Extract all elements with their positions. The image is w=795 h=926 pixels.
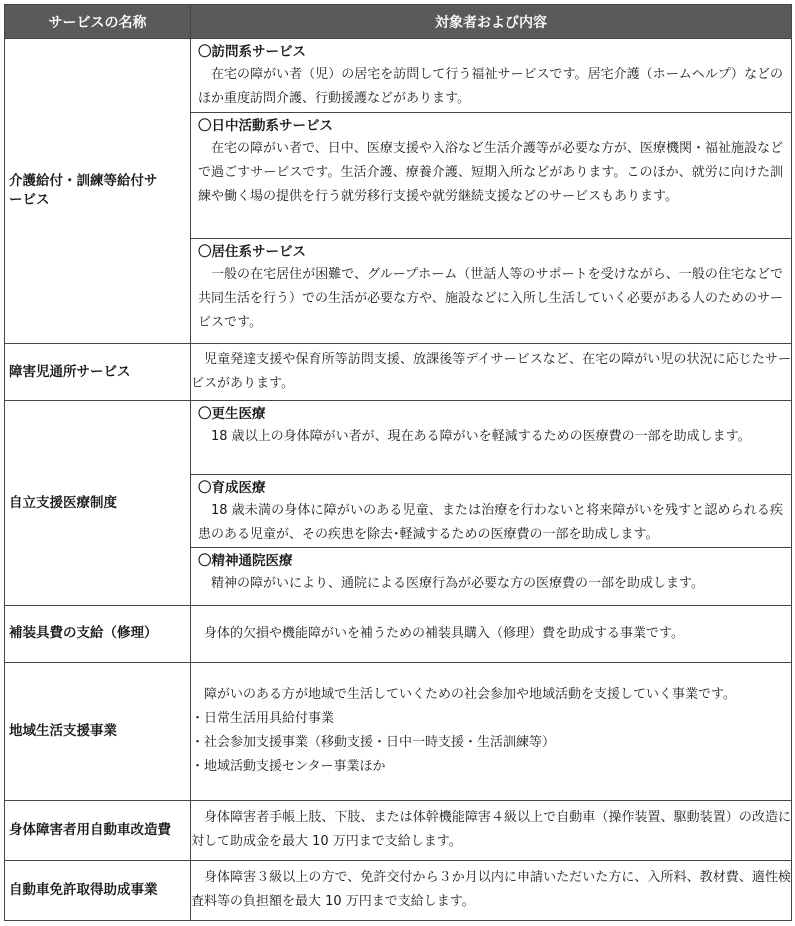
content-section xyxy=(191,112,791,238)
section-title: 〇精神通院医療 xyxy=(198,553,293,570)
service-content: 児童発達支援や保育所等訪問支援、放課後等デイサービスなど、在宅の障がい児の状況に応じたサービスがあります。 xyxy=(191,344,792,401)
content-section xyxy=(191,238,791,337)
table-row xyxy=(5,39,792,344)
content-section xyxy=(191,547,791,598)
service-content-text: 障がいのある方が地域で生活していくための社会参加や地域活動を支援していく事業です。 xyxy=(204,687,736,703)
list-item: ・地域活動支援センター事業ほか xyxy=(191,759,386,775)
section-body: 18 歳未満の身体に障がいのある児童、または治療を行わないと将来障がいを残すと認められる疾患のある児童が、その疾患を除去･軽減するための医療費の一部を助成します。 xyxy=(198,503,783,543)
service-name: 補装具費の支給（修理） xyxy=(5,605,191,662)
header-target-content: 対象者および内容 xyxy=(191,5,792,39)
service-name: 地域生活支援事業 xyxy=(5,662,191,800)
service-name: 自動車免許取得助成事業 xyxy=(5,860,191,920)
service-name xyxy=(5,39,191,344)
service-name: 身体障害者用自動車改造費 xyxy=(5,800,191,860)
table-row xyxy=(5,662,792,800)
service-content xyxy=(191,39,792,344)
header-service-name: サービスの名称 xyxy=(5,5,191,39)
service-content xyxy=(191,401,792,605)
table-row xyxy=(5,344,792,401)
service-content: 身体障害者手帳上肢、下肢、または体幹機能障害４級以上で自動車（操作装置、駆動装置）の改造に対して助成金を最大 10 万円まで支給します。 xyxy=(191,800,792,860)
service-name: 自立支援医療制度 xyxy=(5,401,191,605)
section-title: 〇居住系サービス xyxy=(198,244,306,261)
content-section xyxy=(191,474,791,547)
table-row xyxy=(5,401,792,605)
list-item: ・社会参加支援事業（移動支援・日中一時支援・生活訓練等） xyxy=(191,735,556,751)
section-title: 〇日中活動系サービス xyxy=(198,118,333,135)
service-content xyxy=(191,662,792,800)
table-row xyxy=(5,800,792,860)
table-row xyxy=(5,860,792,920)
service-name: 障害児通所サービス xyxy=(5,344,191,401)
section-body: 在宅の障がい者（児）の居宅を訪問して行う福祉サービスです。居宅介護（ホームヘルプ）などのほか重度訪問介護、行動援護などがあります。 xyxy=(198,67,783,107)
section-body: 一般の在宅居住が困難で、グループホーム（世話人等のサポートを受けながら、一般の住宅などで共同生活を行う）での生活が必要な方や、施設などに入所し生活していく必要がある人のためのサービスです。 xyxy=(198,267,783,331)
service-content: 身体的欠損や機能障がいを補うための補装具購入（修理）費を助成する事業です。 xyxy=(191,605,792,662)
section-title: 〇訪問系サービス xyxy=(198,44,306,61)
service-name-text: 介護給付・訓練等給付サービス xyxy=(9,173,158,209)
header-row xyxy=(5,5,792,39)
section-title: 〇育成医療 xyxy=(198,480,266,497)
services-table xyxy=(4,4,792,921)
section-body: 18 歳以上の身体障がい者が、現在ある障がいを軽減するための医療費の一部を助成します。 xyxy=(211,429,751,445)
service-content: 身体障害３級以上の方で、免許交付から３か月以内に申請いただいた方に、入所料、教材費、適性検査料等の負担額を最大 10 万円まで支給します。 xyxy=(191,860,792,920)
list-item: ・日常生活用具給付事業 xyxy=(191,711,335,727)
section-title: 〇更生医療 xyxy=(198,406,266,423)
content-section xyxy=(191,401,791,474)
content-section xyxy=(191,39,791,112)
section-body: 在宅の障がい者で、日中、医療支援や入浴など生活介護等が必要な方が、医療機関・福祉施設などで過ごすサービスです。生活介護、療養介護、短期入所などがあります。このほか、就労に向けた訓練や働く場の提供を行う就労移行支援や就労継続支援などのサービスもあります。 xyxy=(198,141,783,205)
table-row xyxy=(5,605,792,662)
section-body: 精神の障がいにより、通院による医療行為が必要な方の医療費の一部を助成します。 xyxy=(211,576,704,592)
